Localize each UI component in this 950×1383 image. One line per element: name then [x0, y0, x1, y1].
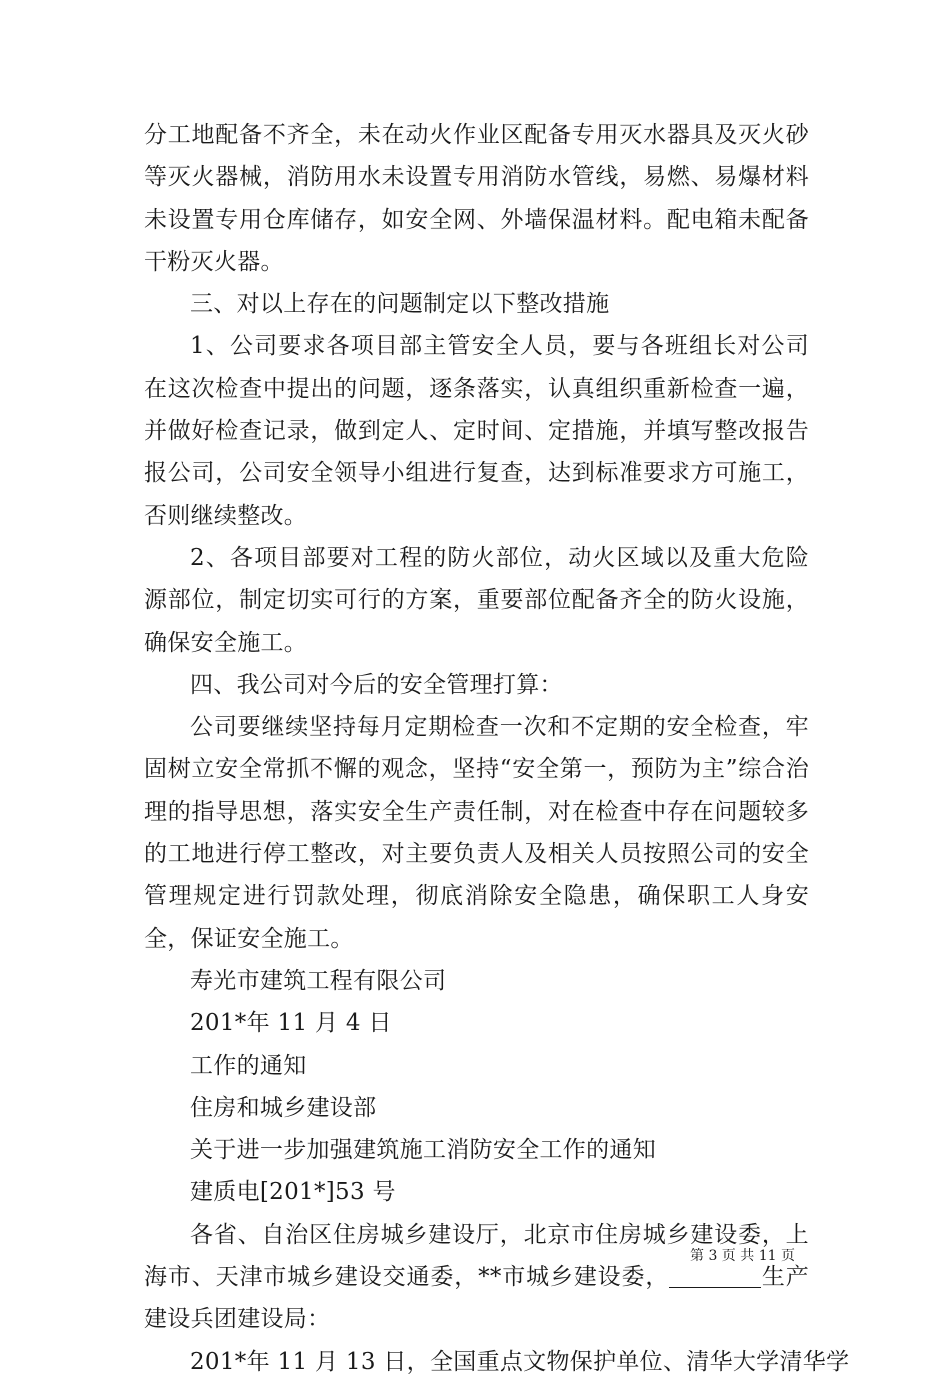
signature-date: 201*年 11 月 4 日 — [190, 1010, 392, 1037]
paragraph-fire-equipment: 分工地配备不齐全，未在动火作业区配备专用灭水器具及灭火砂等灭火器械，消防用水未设置专用消防水管线，易燃、易爆材料未设置专用仓库储存，如安全网、外墙保温材料。配电箱未配备干粉灭火器。 — [144, 122, 809, 275]
issuing-ministry: 住房和城乡建设部 — [190, 1094, 377, 1121]
document-body — [144, 114, 850, 1383]
recipients-paragraph — [144, 1214, 809, 1341]
document-number: 建质电[201*]53 号 — [190, 1179, 396, 1206]
paragraph-measure-1: 1、公司要求各项目部主管安全人员，要与各班组长对公司在这次检查中提出的问题，逐条落实，认真组织重新检查一遍，并做好检查记录，做到定人、定时间、定措施，并填写整改报告报公司，公司安全领导小组进行复查，达到标准要求方可施工，否则继续整改。 — [144, 333, 809, 529]
section-heading-future-plan: 四、我公司对今后的安全管理打算： — [190, 671, 563, 698]
page-footer: 第 3 页 共 11 页 — [690, 1248, 795, 1264]
notice-title: 关于进一步加强建筑施工消防安全工作的通知 — [190, 1137, 656, 1164]
paragraph-incident: 201*年 11 月 13 日，全国重点文物保护单位、清华大学清华学 — [190, 1348, 850, 1375]
recipients-text-end: 生产建设兵团建设局： — [144, 1264, 809, 1333]
paragraph-measure-2: 2、各项目部要对工程的防火部位，动火区域以及重大危险源部位，制定切实可行的方案，重要部位配备齐全的防火设施，确保安全施工。 — [144, 544, 809, 656]
blank-underline — [669, 1264, 761, 1288]
section-heading-rectification: 三、对以上存在的问题制定以下整改措施 — [190, 291, 610, 318]
notice-label: 工作的通知 — [190, 1052, 307, 1079]
recipients-text: 各省、自治区住房城乡建设厅，北京市住房城乡建设委，上海市、天津市城乡建设交通委，**市城乡建设委， — [144, 1221, 809, 1291]
paragraph-future-plan: 公司要继续坚持每月定期检查一次和不定期的安全检查，牢固树立安全常抓不懈的观念，坚持“安全第一，预防为主”综合治理的指导思想，落实安全生产责任制，对在检查中存在问题较多的工地进行停工整改，对主要负责人及相关人员按照公司的安全管理规定进行罚款处理，彻底消除安全隐患，确保职工人身安全，保证安全施工。 — [144, 714, 809, 952]
company-signature: 寿光市建筑工程有限公司 — [190, 967, 447, 994]
